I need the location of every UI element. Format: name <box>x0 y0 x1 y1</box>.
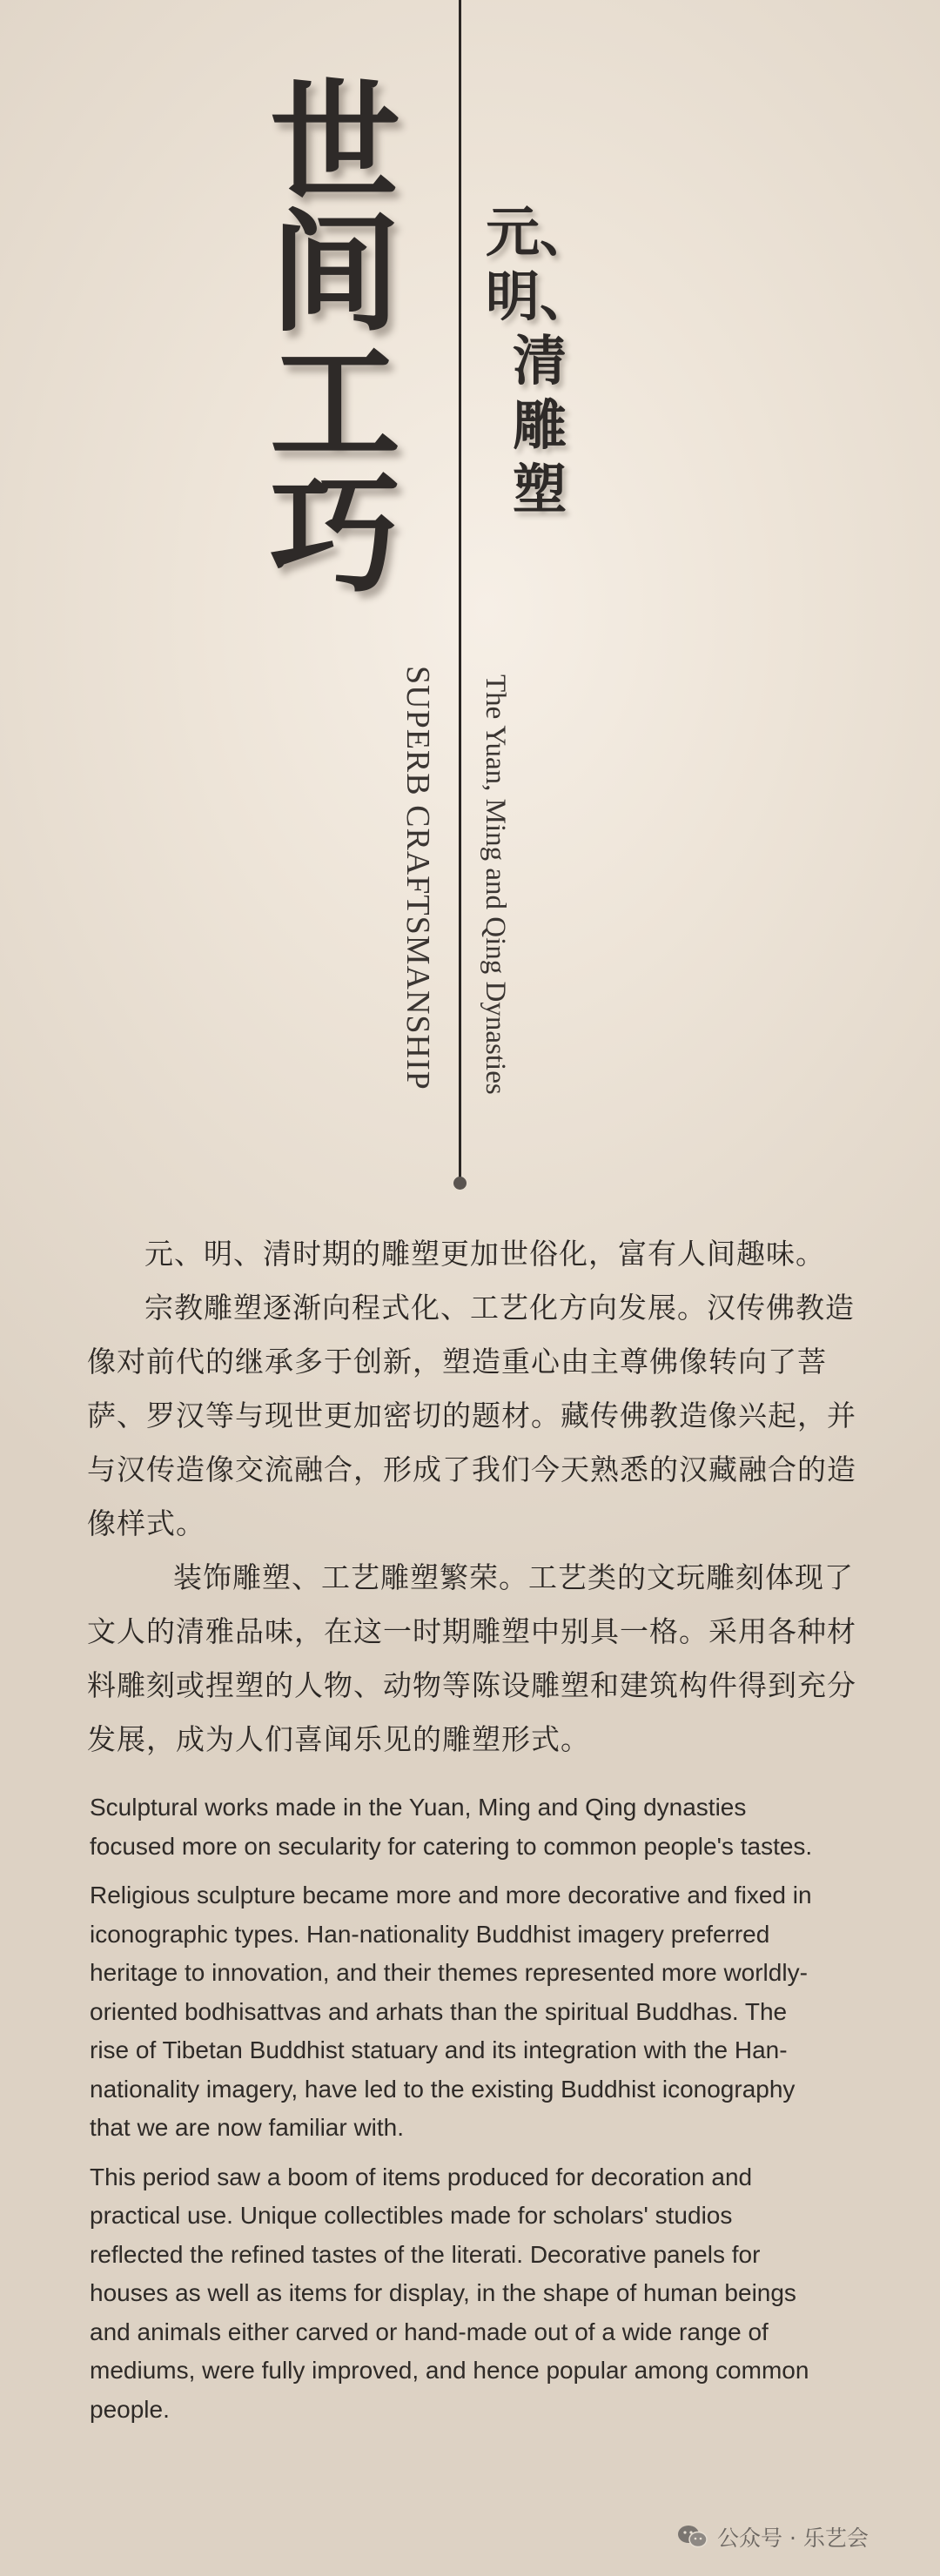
sub-title-char: 清 <box>512 329 567 392</box>
sub-title-char: 明、 <box>486 265 594 328</box>
main-title-char: 工 <box>269 329 400 480</box>
vertical-divider-line <box>459 0 461 1184</box>
chinese-paragraph: 元、明、清时期的雕塑更加世俗化，富有人间趣味。 <box>144 1237 825 1271</box>
sub-title-char: 塑 <box>512 458 567 521</box>
chinese-paragraph: 宗教雕塑逐渐向程式化、工艺化方向发展。汉传佛教造像对前代的继承多于创新，塑造重心由主尊佛像转向了菩萨、罗汉等与现世更加密切的题材。藏传佛教造像兴起，并与汉传造像交流融合，形成了我们今天熟悉的汉藏融合的造像样式。 <box>87 1291 856 1540</box>
sub-title-char: 元、 <box>486 200 594 264</box>
watermark-text: 公众号 · 乐艺会 <box>717 2526 869 2551</box>
main-title-vertical <box>261 68 409 611</box>
english-sub-title: The Yuan, Ming and Qing Dynasties <box>480 674 511 1095</box>
english-description <box>90 1788 816 2439</box>
wechat-icon <box>677 2524 708 2550</box>
sub-title-char: 雕 <box>512 393 567 457</box>
chinese-description <box>87 1227 862 1767</box>
watermark <box>677 2522 869 2552</box>
main-title-char: 世 <box>269 68 400 219</box>
english-paragraph: This period saw a boom of items produced for decoration and practical use. Unique collectibles made for scholars' studios reflected the refined tastes of the literati. Decorative panels for houses as well as items for display, in the shape of human beings and animals either carved or hand-made out of a wide range of mediums, were fully improved, and hence popular among common people. <box>90 2163 809 2423</box>
sub-title-vertical <box>486 200 594 522</box>
chinese-paragraph: 装饰雕塑、工艺雕塑繁荣。工艺类的文玩雕刻体现了文人的清雅品味，在这一时期雕塑中别具一格。采用各种材料雕刻或捏塑的人物、动物等陈设雕塑和建筑构件得到充分发展，成为人们喜闻乐见的雕塑形式。 <box>87 1560 856 1756</box>
english-main-title: SUPERB CRAFTSMANSHIP <box>400 666 436 1090</box>
divider-end-dot <box>453 1177 467 1190</box>
main-title-char: 巧 <box>269 460 400 611</box>
english-paragraph: Sculptural works made in the Yuan, Ming and Qing dynasties focused more on secularity for catering to common people's tastes. <box>90 1794 813 1860</box>
english-paragraph: Religious sculpture became more and more decorative and fixed in iconographic types. Han-nationality Buddhist imagery preferred heritage to innovation, and their themes represented more worldly-oriented bodhisattvas and arhats than the spiritual Buddhas. The rise of Tibetan Buddhist statuary and its integration with the Han-nationality imagery, have led to the existing Buddhist iconography that we are now familiar with. <box>90 1882 812 2141</box>
main-title-char: 间 <box>269 198 400 350</box>
